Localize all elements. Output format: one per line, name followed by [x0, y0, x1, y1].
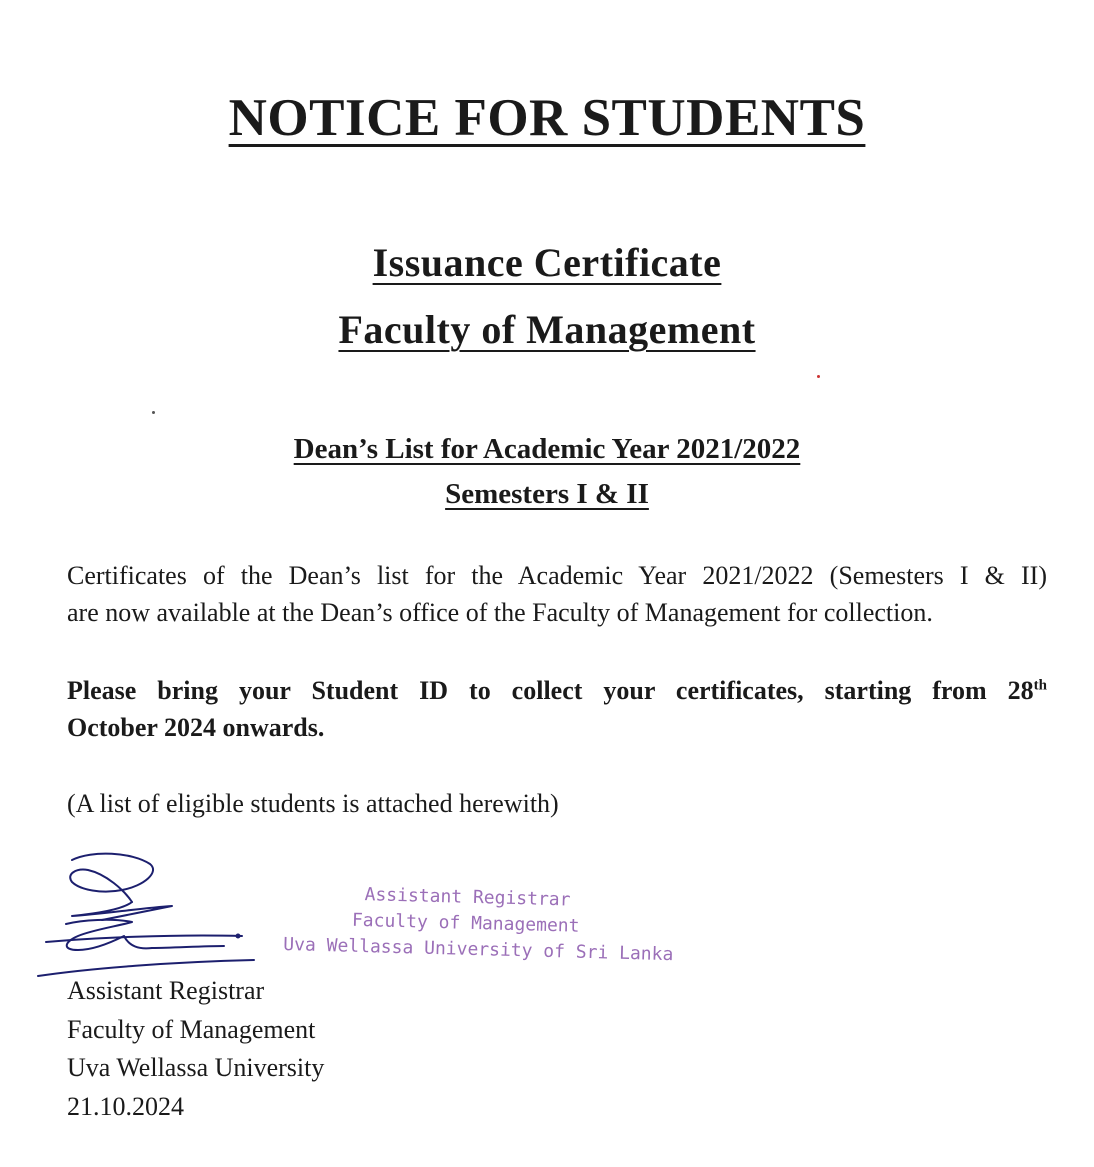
stamp-line-2: Faculty of Management [351, 909, 580, 937]
availability-line-1: Certificates of the Dean’s list for the Academic Year 2021/2022 (Semesters I & II) [67, 561, 1047, 590]
scan-speck [152, 411, 155, 414]
notice-title: NOTICE FOR STUDENTS [228, 89, 866, 147]
deans-list-heading: Dean’s List for Academic Year 2021/2022 [293, 433, 801, 465]
attachment-note: (A list of eligible students is attached herewith) [67, 789, 559, 818]
notice-date: 21.10.2024 [67, 1091, 184, 1121]
scan-speck [817, 375, 820, 378]
semesters-heading: Semesters I & II [445, 478, 649, 510]
subtitle-issuance-certificate: Issuance Certificate [372, 240, 722, 285]
signer-block [67, 972, 324, 1126]
availability-paragraph [67, 557, 1047, 631]
signer-faculty: Faculty of Management [67, 1014, 316, 1044]
stamp-line-3: Uva Wellassa University of Sri Lanka [283, 933, 674, 966]
handwritten-signature [32, 850, 262, 985]
collection-line-1: Please bring your Student ID to collect your certificates, starting from 28th [67, 676, 1047, 705]
signer-title: Assistant Registrar [67, 976, 265, 1005]
signer-university: Uva Wellassa University [67, 1053, 325, 1082]
collection-instruction [67, 672, 1047, 746]
official-stamp [283, 880, 674, 967]
stamp-line-1: Assistant Registrar [364, 884, 571, 911]
subtitle-faculty: Faculty of Management [338, 307, 756, 352]
collection-line-2: October 2024 onwards. [67, 713, 325, 742]
availability-line-2: are now available at the Dean’s office of the Faculty of Management for collection. [67, 598, 933, 627]
